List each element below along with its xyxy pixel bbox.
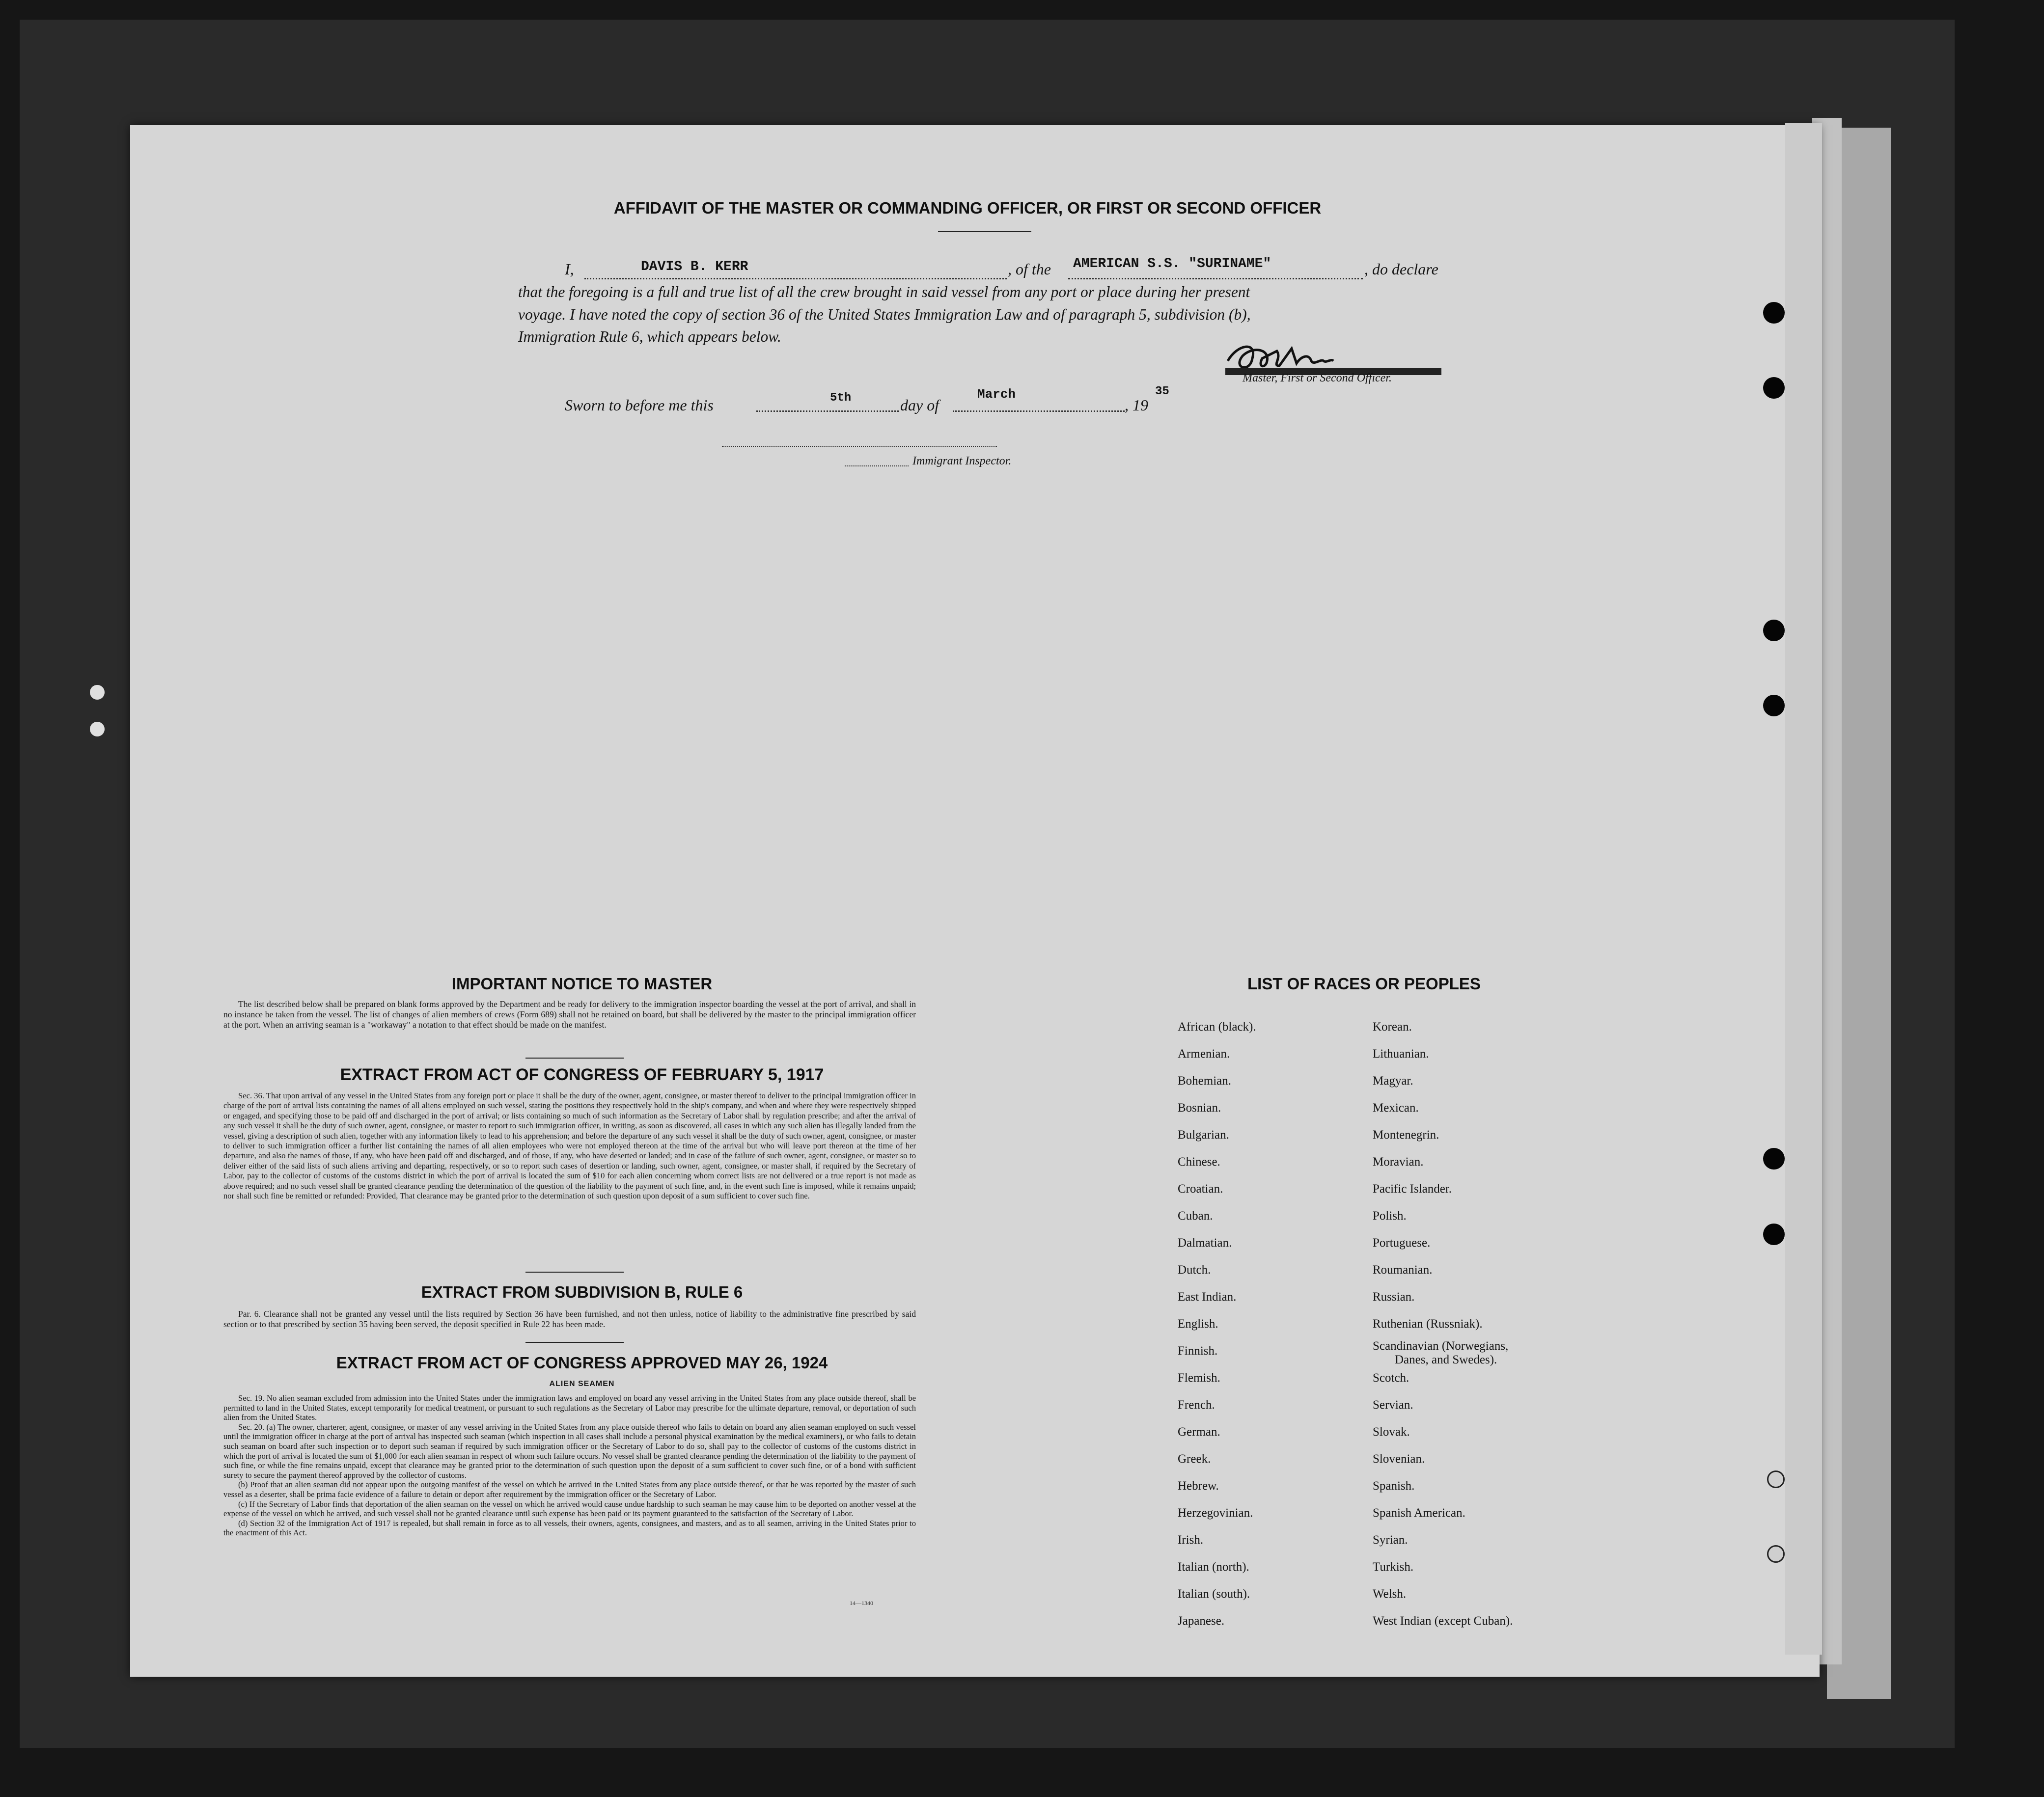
year-suffix: 35	[1155, 385, 1169, 398]
race-item: Montenegrin.	[1373, 1128, 1439, 1142]
race-item: Hebrew.	[1178, 1479, 1219, 1493]
do-declare-label: , do declare	[1364, 260, 1438, 278]
race-item: English.	[1178, 1317, 1218, 1331]
inspector-signature-line	[722, 446, 997, 447]
punch-hole	[1763, 620, 1785, 641]
race-item: Croatian.	[1178, 1182, 1223, 1196]
race-item: Welsh.	[1373, 1587, 1407, 1601]
sec-20c-paragraph: (c) If the Secretary of Labor finds that deportation of the alien seaman on the vessel on which he arrived would cause undue hardship to such seaman he may cause him to be deported on another vessel at the expense of the vessel on which he arrived, and such vessel shall not be granted clearance until such expense has been paid or its payment guaranteed to the satisfaction of the Secretary of Labor.	[223, 1499, 916, 1519]
race-item: Mexican.	[1373, 1101, 1419, 1115]
race-item: Magyar.	[1373, 1074, 1413, 1088]
race-item: Flemish.	[1178, 1371, 1220, 1385]
punch-hole	[1763, 302, 1785, 324]
race-item: Bohemian.	[1178, 1074, 1232, 1088]
inspector-caption: Immigrant Inspector.	[912, 455, 1012, 467]
race-item: Bulgarian.	[1178, 1128, 1229, 1142]
of-the-label: , of the	[1008, 260, 1051, 278]
race-item: African (black).	[1178, 1020, 1256, 1034]
notice-paragraph: The list described below shall be prepared on blank forms approved by the Department and be ready for delivery to the immigration inspector boarding the vessel at the port of arrival, and shall in no instance be taken from the vessel. The list of changes of alien members of crews (Form 689) shall not be retained on board, but shall be delivered by the master to the principal immigration officer at the port. When an arriving seaman is a "workaway" a notation to that effect should be made on the manifest.	[223, 999, 916, 1030]
affidavit-line-2: that the foregoing is a full and true list of all the crew brought in said vessel from any port or place during her present	[518, 283, 1250, 300]
notice-text	[223, 999, 916, 1030]
race-item: Russian.	[1373, 1290, 1415, 1304]
rule-6-text	[223, 1309, 916, 1330]
day-line	[756, 410, 899, 412]
race-item: Italian (north).	[1178, 1560, 1249, 1574]
race-item: Ruthenian (Russniak).	[1373, 1317, 1483, 1331]
notice-title: IMPORTANT NOTICE TO MASTER	[451, 975, 713, 993]
year-prefix: , 19	[1125, 396, 1148, 414]
race-item: West Indian (except Cuban).	[1373, 1614, 1513, 1628]
section-rule	[525, 1272, 624, 1273]
extract-1917-title: EXTRACT FROM ACT OF CONGRESS OF FEBRUARY 5, 1917	[340, 1065, 824, 1084]
race-item: German.	[1178, 1425, 1220, 1439]
race-item: Armenian.	[1178, 1047, 1230, 1061]
race-item: Lithuanian.	[1373, 1047, 1429, 1061]
race-item: Pacific Islander.	[1373, 1182, 1452, 1196]
extract-1924-text	[223, 1393, 916, 1538]
race-item: Dutch.	[1178, 1263, 1211, 1277]
month-line	[953, 410, 1125, 412]
race-item: Moravian.	[1373, 1155, 1424, 1169]
sworn-label: Sworn to before me this	[565, 396, 714, 414]
sworn-month: March	[977, 387, 1016, 402]
race-item: Turkish.	[1373, 1560, 1414, 1574]
race-item: Spanish.	[1373, 1479, 1415, 1493]
title-rule	[938, 231, 1031, 232]
rule-6-title: EXTRACT FROM SUBDIVISION B, RULE 6	[421, 1283, 743, 1301]
section-36-paragraph: Sec. 36. That upon arrival of any vessel in the United States from any foreign port or place it shall be the duty of the owner, agent, consignee, or master thereof to deliver to the principal immigration officer in charge of the port of arrival lists containing the names of all aliens employed on such vessel, stating the positions they respectively hold in the ship's company, and when and where they were respectively shipped or engaged, and specifying those to be paid off and discharged in the port of arrival; or lists containing so much of such information as the Secretary of Labor shall by regulation prescribe; and after the arrival of any such vessel it shall be the duty of such owner, agent, consignee, or master to report to such immigration officer, in writing, as soon as discovered, all cases in which any such alien has illegally landed from the vessel, giving a description of such alien, together with any information likely to lead to his apprehension; and before the departure of any such vessel it shall be the duty of such owner, agent, consignee, or master to deliver to such immigration officer a further list containing the names of all alien employees who were not employed thereon at the time of the arrival but who will leave port thereon at the time of her departure, and also the names of those, if any, who have been paid off and discharged, and of those, if any, who have deserted or landed; and in case of the failure of such owner, agent, consignee, or master so to deliver either of the said lists of such aliens arriving and departing, respectively, or so to report such cases of desertion or landing, such owner, agent, consignee, or master shall, if required by the Secretary of Labor, pay to the collector of customs of the customs district in which the port of arrival is located the sum of $10 for each alien concerning whom correct lists are not delivered or a true report is not made as above required; and no such vessel shall be granted clearance pending the determination of the question of the liability to the payment of such fine, and, in the event such fine is imposed, while it remains unpaid; nor shall such fine be remitted or refunded: Provided, That clearance may be granted prior to the determination of such question upon deposit of a sum sufficient to cover such fine.	[223, 1091, 916, 1201]
punch-hole	[1763, 1224, 1785, 1245]
section-rule	[525, 1058, 624, 1059]
punch-hole	[1763, 695, 1785, 716]
race-item: Syrian.	[1373, 1533, 1408, 1547]
extract-1917-text	[223, 1091, 916, 1201]
extract-1924-title: EXTRACT FROM ACT OF CONGRESS APPROVED MAY 26, 1924	[336, 1354, 828, 1372]
vessel-name: AMERICAN S.S. "SURINAME"	[1073, 256, 1271, 272]
sec-19-paragraph: Sec. 19. No alien seaman excluded from admission into the United States under the immigration laws and employed on board any vessel arriving in the United States from any place outside thereof, shall be permitted to land in the United States, except temporarily for medical treatment, or pursuant to such regulations as the Secretary of Labor may prescribe for the ultimate departure, removal, or deportation of such alien from the United States.	[223, 1393, 916, 1422]
par-6-paragraph: Par. 6. Clearance shall not be granted any vessel until the lists required by Section 36 have been furnished, and not then unless, notice of liability to the administrative fine prescribed by said section or to that prescribed by section 35 having been served, the deposit specified in Rule 22 has been made.	[223, 1309, 916, 1329]
form-number: 14—1340	[850, 1600, 873, 1606]
race-item: Finnish.	[1178, 1344, 1218, 1358]
affidavit-line-4: Immigration Rule 6, which appears below.	[518, 328, 781, 345]
section-rule	[525, 1342, 624, 1343]
race-item: Dalmatian.	[1178, 1236, 1232, 1250]
race-item: Danes, and Swedes).	[1395, 1353, 1497, 1366]
master-name: DAVIS B. KERR	[641, 259, 748, 274]
name-line	[584, 278, 1007, 279]
race-item: Spanish American.	[1373, 1506, 1465, 1520]
race-item: French.	[1178, 1398, 1215, 1412]
race-item: Italian (south).	[1178, 1587, 1250, 1601]
sec-20d-paragraph: (d) Section 32 of the Immigration Act of 1917 is repealed, but shall remain in force as to all vessels, their owners, agents, consignees, and masters, and as to all seamen, arriving in the United States prior to the enactment of this Act.	[223, 1518, 916, 1538]
race-item: Servian.	[1373, 1398, 1413, 1412]
punch-hole	[1763, 1148, 1785, 1170]
sec-20a-paragraph: Sec. 20. (a) The owner, charterer, agent, consignee, or master of any vessel arriving in the United States from any place outside thereof who fails to detain on board any alien seaman employed on such vessel until the immigration officer in charge at the port of arrival has inspected such seaman (which inspection in all cases shall include a personal physical examination by the medical examiners), or who fails to detain such seaman on board after such inspection or to deport such seaman if required by such immigration officer or the Secretary of Labor to do so, shall pay to the collector of customs of the customs district in which the port of arrival is located the sum of $1,000 for each alien seaman in respect of whom such failure occurs. No vessel shall be granted clearance pending the determination of the liability to the payment of such fine, or while the fine remains unpaid, except that clearance may be granted prior to the determination of such question upon the deposit of a sum sufficient to cover such fine, or of a bond with sufficient surety to secure the payment thereof approved by the collector of customs.	[223, 1422, 916, 1480]
vessel-line	[1068, 278, 1363, 279]
punch-hole	[90, 722, 105, 736]
race-item: Polish.	[1373, 1209, 1407, 1223]
race-item: Roumanian.	[1373, 1263, 1433, 1277]
race-item: Slovak.	[1373, 1425, 1410, 1439]
race-item: Greek.	[1178, 1452, 1211, 1466]
affidavit-title: AFFIDAVIT OF THE MASTER OR COMMANDING OFFICER, OR FIRST OR SECOND OFFICER	[613, 199, 1322, 217]
race-item: Herzegovinian.	[1178, 1506, 1253, 1520]
punch-hole	[90, 685, 105, 700]
punch-hole	[1767, 1545, 1785, 1563]
signer-caption: Master, First or Second Officer.	[1243, 372, 1392, 384]
race-item: Cuban.	[1178, 1209, 1213, 1223]
sheet-edge	[1785, 123, 1822, 1655]
day-of-label: day of	[900, 396, 939, 414]
sworn-day: 5th	[830, 391, 852, 405]
affidavit-line-3: voyage. I have noted the copy of section 36 of the United States Immigration Law and of paragraph 5, subdivision (b),	[518, 306, 1251, 323]
inspector-line	[845, 465, 909, 466]
race-item: Chinese.	[1178, 1155, 1220, 1169]
race-item: Portuguese.	[1373, 1236, 1431, 1250]
punch-hole	[1763, 377, 1785, 399]
alien-seamen-subtitle: ALIEN SEAMEN	[549, 1380, 615, 1388]
race-item: Japanese.	[1178, 1614, 1225, 1628]
race-item: Scotch.	[1373, 1371, 1409, 1385]
punch-hole	[1767, 1470, 1785, 1488]
race-item: Korean.	[1373, 1020, 1412, 1034]
sec-20b-paragraph: (b) Proof that an alien seaman did not appear upon the outgoing manifest of the vessel on which he arrived in the United States from any place outside thereof, or that he was reported by the master of such vessel as a deserter, shall be prima facie evidence of a failure to detain or deport after requirement by the immigration officer or the Secretary of Labor.	[223, 1480, 916, 1499]
declarant-prefix: I,	[565, 260, 574, 278]
race-item: Irish.	[1178, 1533, 1204, 1547]
race-item: Scandinavian (Norwegians,	[1373, 1339, 1509, 1353]
races-title: LIST OF RACES OR PEOPLES	[1247, 975, 1481, 993]
race-item: East Indian.	[1178, 1290, 1237, 1304]
race-item: Slovenian.	[1373, 1452, 1425, 1466]
race-item: Bosnian.	[1178, 1101, 1221, 1115]
